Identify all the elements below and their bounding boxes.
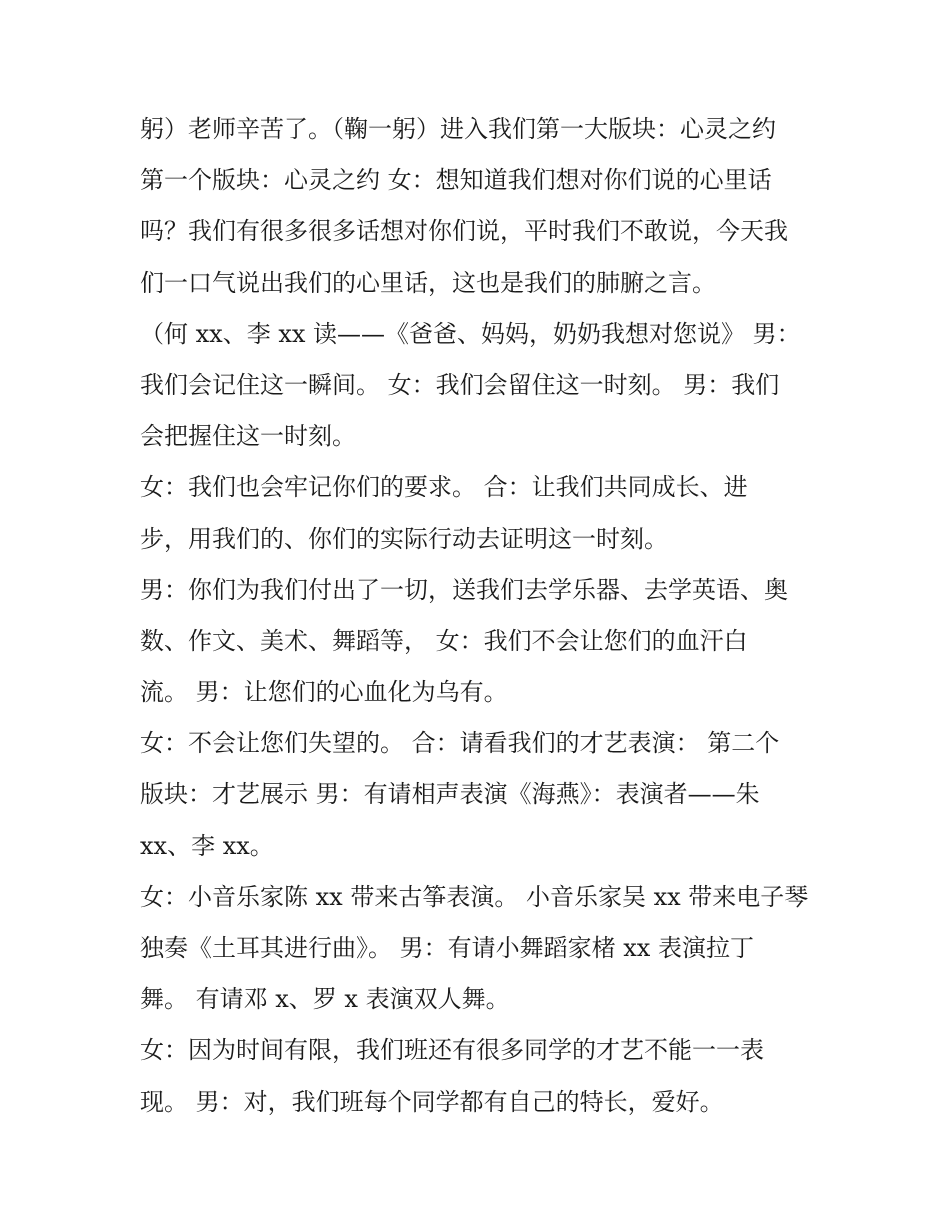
text-line: 躬）老师辛苦了。（鞠一躬）进入我们第一大版块：心灵之约 [140, 115, 776, 143]
text-line: 吗？我们有很多很多话想对你们说，平时我们不敢说，今天我 [140, 217, 788, 246]
text-line: 女：不会让您们失望的。 合：请看我们的才艺表演： 第二个 [140, 729, 780, 758]
text-line: 第一个版块：心灵之约 女：想知道我们想对你们说的心里话 [140, 166, 772, 195]
text-line: 舞。 有请邓 x、罗 x 表演双人舞。 [140, 985, 510, 1014]
text-line: 流。 男：让您们的心血化为乌有。 [140, 678, 508, 707]
text-line: 女：因为时间有限，我们班还有很多同学的才艺不能一一表 [140, 1036, 764, 1065]
text-line: 独奏《土耳其进行曲》。 男：有请小舞蹈家楮 xx 表演拉丁 [140, 934, 754, 962]
text-line: 数、作文、美术、舞蹈等， 女：我们不会让您们的血汗白 [140, 626, 748, 655]
text-line: 女：小音乐家陈 xx 带来古筝表演。 小音乐家吴 xx 带来电子琴 [140, 882, 809, 911]
text-line: 步，用我们的、你们的实际行动去证明这一时刻。 [140, 524, 668, 553]
text-line: 女：我们也会牢记你们的要求。 合：让我们共同成长、进 [140, 473, 748, 502]
text-line: 们一口气说出我们的心里话，这也是我们的肺腑之言。 [140, 268, 716, 297]
text-line: xx、李 xx。 [140, 831, 274, 860]
text-line: （何 xx、李 xx 读——《爸爸、妈妈，奶奶我想对您说》 男： [140, 319, 801, 348]
text-line: 版块：才艺展示 男：有请相声表演《海燕》：表演者——朱 [140, 780, 760, 809]
document-body [140, 104, 830, 1128]
text-line: 我们会记住这一瞬间。 女：我们会留住这一时刻。 男：我们 [140, 370, 780, 399]
text-line: 现。 男：对，我们班每个同学都有自己的特长，爱好。 [140, 1087, 724, 1116]
text-line: 男：你们为我们付出了一切，送我们去学乐器、去学英语、奥 [140, 575, 788, 604]
text-line: 会把握住这一时刻。 [140, 422, 356, 451]
